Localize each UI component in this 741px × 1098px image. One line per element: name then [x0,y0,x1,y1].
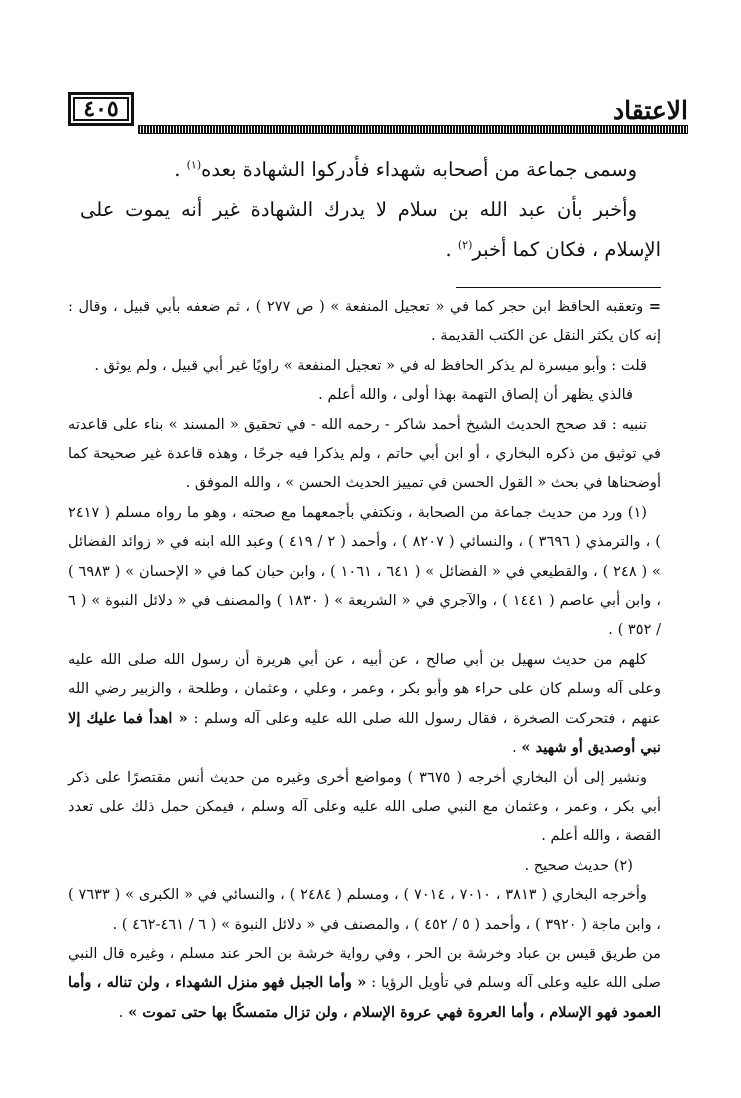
footnote-text: وتعقبه الحافظ ابن حجر كما في « تعجيل المنفعة » ( ص ٢٧٧ ) ، ثم ضعفه بأبي قبيل ، وقال : إنه كان يكثر النقل عن الكتب القديمة . [68,298,661,345]
footnote-marker: (٢) [457,238,473,252]
footnote-paragraph: وأخرجه البخاري ( ٣٨١٣ ، ٧٠١٠ ، ٧٠١٤ ) ، ومسلم ( ٢٤٨٤ ) ، والنسائي في « الكبرى » ( ٧٦٣٣ ) ، وابن ماجة ( ٣٩٢٠ ) ، وأحمد ( ٥ / ٤٥٢ ) ، والمصنف في « دلائل النبوة » ( ٦ / ٤٦١-٤٦٢ ) . [68,886,661,933]
footnote-text: كلهم من حديث سهيل بن أبي صالح ، عن أبيه ، عن أبي هريرة أن رسول الله صلى الله عليه وعلى آله وسلم كان على حراء هو وأبو بكر ، وعمر ، وعلي ، وعثمان ، وطلحة ، والزبير رضي الله عنهم ، فتحركت الصخرة ، فقال رسول الله صلى الله عليه وعلى آله وسلم : [68,650,661,727]
hadith-quote: « وأما الجبل فهو منزل الشهداء ، ولن تناله ، وأما العمود فهو الإسلام ، وأما العروة فهي عروة الإسلام ، ولن تزال متمسكًا بها حتى تموت » [68,974,661,1021]
header-rule [138,125,688,134]
paragraph-text: وأخبر بأن عبد الله بن سلام لا يدرك الشهادة غير أنه يموت على الإسلام ، فكان كما أخبر [80,198,661,261]
paragraph-end: . [174,158,187,181]
footnote-continuation [68,292,661,351]
footnote-paragraph: فالذي يظهر أن إلصاق التهمة بهذا أولى ، والله أعلم . [318,386,633,404]
footnote-2: (٢) حديث صحيح . [524,856,633,874]
footnote-paragraph [68,939,661,1027]
footnote-end: . [512,739,522,757]
main-paragraph [80,150,661,190]
footnote-separator [456,287,661,288]
footnote-paragraph: ونشير إلى أن البخاري أخرجه ( ٣٦٧٥ ) ومواضع أخرى وغيره من حديث أنس مقتصرًا على ذكر أبي بكر ، وعمر ، وعثمان مع النبي صلى الله عليه وعلى آله وسلم ، فيمكن حمل ذلك على تعدد القصة ، والله أعلم . [68,768,661,845]
footnote-marker: (١) [186,158,202,172]
page-number: ٤٠٥ [68,92,134,126]
continuation-mark: = [648,298,662,315]
main-paragraph [80,190,661,270]
main-text [80,150,661,270]
footnote-paragraph [68,645,661,763]
paragraph-text: وسمى جماعة من أصحابه شهداء فأدركوا الشهادة بعده [201,158,637,181]
hadith-quote: « اهدأ فما عليك إلا نبي أوصديق أو شهيد » [68,709,661,757]
page-header [68,92,688,142]
footnote-paragraph: تنبيه : قد صحح الحديث الشيخ أحمد شاكر - رحمه الله - في تحقيق « المسند » بناء على قاعدته في توثيق من ذكره البخاري ، أو ابن أبي حاتم ، ولم يذكرا فيه جرحًا ، وهذه قاعدة غير صحيحة كما أوضحناها في بحث « القول الحسن في تمييز الحديث الحسن » ، والله الموفق . [68,415,661,492]
paragraph-end: . [445,238,458,261]
footnote-text: من طريق قيس بن عباد وخرشة بن الحر ، وفي رواية خرشة بن الحر عند مسلم ، وغيره قال النبي صلى الله عليه وعلى آله وسلم في تأويل الرؤيا : [68,944,661,992]
page-title: الاعتقاد [612,96,688,125]
footnote-paragraph: قلت : وأبو ميسرة لم يذكر الحافظ له في « تعجيل المنفعة » راويًا غير أبي قبيل ، ولم يوثق . [94,356,647,374]
footnotes [68,292,661,1027]
footnote-1: (١) ورد من حديث جماعة من الصحابة ، ونكتفي بأجمعهما مع صحته ، وهو ما رواه مسلم ( ٢٤١٧ ) ، والترمذي ( ٣٦٩٦ ) ، والنسائي ( ٨٢٠٧ ) ، وأحمد ( ٢ / ٤١٩ ) وعبد الله ابنه في « زوائد الفضائل » ( ٢٤٨ ) ، والقطيعي في « الفضائل » ( ٦٤١ ، ١٠٦١ ) ، وابن حبان كما في « الإحسان » ( ٦٩٨٣ ) ، وابن أبي عاصم ( ١٤٤١ ) ، والآجري في « الشريعة » ( ١٨٣٠ ) والمصنف في « دلائل النبوة » ( ٦ / ٣٥٢ ) . [68,503,662,639]
footnote-end: . [118,1003,129,1021]
